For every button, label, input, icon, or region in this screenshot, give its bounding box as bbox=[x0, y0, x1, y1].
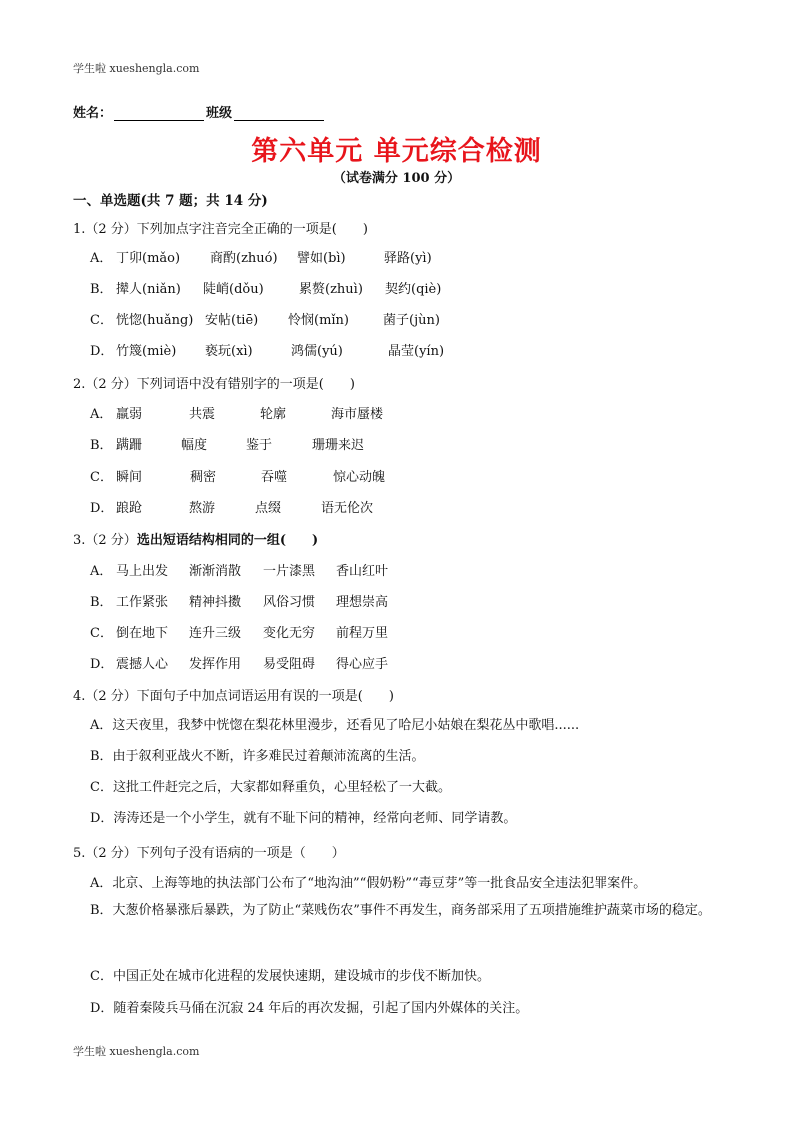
question-1-stem: 1.（2 分）下列加点字注音完全正确的一项是( ) bbox=[73, 222, 368, 237]
option-item: 瞬间 bbox=[116, 470, 143, 485]
option-item: 倒在地下 bbox=[116, 626, 169, 641]
option-item: 海市蜃楼 bbox=[331, 407, 384, 422]
option-label: C． bbox=[90, 313, 113, 328]
option-item: 安帖(tiē) bbox=[205, 313, 259, 328]
question-3-option-d bbox=[90, 653, 388, 672]
option-item: 吞噬 bbox=[261, 470, 288, 485]
option-item: 幅度 bbox=[181, 438, 208, 453]
option-label: A． bbox=[90, 564, 113, 579]
option-label: C． bbox=[90, 470, 113, 485]
class-label: 班级 bbox=[206, 106, 233, 121]
option-item: 踉跄 bbox=[116, 501, 143, 516]
option-label: C． bbox=[90, 626, 113, 641]
option-item: 蹒跚 bbox=[116, 438, 143, 453]
option-item: 珊珊来迟 bbox=[312, 438, 365, 453]
option-label: D． bbox=[90, 344, 114, 359]
question-4-option-b: B．由于叙利亚战火不断，许多难民过着颠沛流离的生活。 bbox=[90, 749, 425, 764]
question-2-option-b bbox=[90, 434, 364, 453]
option-item: 一片漆黑 bbox=[263, 564, 316, 579]
question-1-option-d bbox=[90, 340, 444, 359]
option-item: 香山红叶 bbox=[336, 564, 389, 579]
class-blank bbox=[234, 107, 324, 121]
option-item: 驿路(yì) bbox=[384, 251, 432, 266]
page-subtitle: （试卷满分 100 分） bbox=[332, 171, 461, 186]
question-number: 3.（2 分） bbox=[73, 533, 137, 548]
question-5-option-c: C．中国正处在城市化进程的发展快速期，建设城市的步伐不断加快。 bbox=[90, 969, 490, 984]
option-item: 点缀 bbox=[255, 501, 282, 516]
site-footer: 学生啦 xueshengla.com bbox=[73, 1045, 200, 1058]
option-item: 丁卯(mǎo) bbox=[116, 251, 181, 266]
option-item: 晶莹(yín) bbox=[388, 344, 445, 359]
option-item: 马上出发 bbox=[116, 564, 169, 579]
option-item: 风俗习惯 bbox=[263, 595, 316, 610]
option-item: 撵人(niǎn) bbox=[116, 282, 181, 297]
option-item: 菌子(jùn) bbox=[383, 313, 440, 328]
option-label: B． bbox=[90, 595, 113, 610]
option-item: 精神抖擞 bbox=[189, 595, 242, 610]
option-label: D． bbox=[90, 657, 114, 672]
option-item: 语无伦次 bbox=[321, 501, 374, 516]
question-2-option-a bbox=[90, 403, 383, 422]
question-5-option-a: A．北京、上海等地的执法部门公布了“地沟油”“假奶粉”“毒豆芽”等一批食品安全违法犯罪案件。 bbox=[90, 876, 647, 891]
name-class-row bbox=[73, 102, 326, 121]
option-item: 羸弱 bbox=[116, 407, 143, 422]
question-2-stem: 2.（2 分）下列词语中没有错别字的一项是( ) bbox=[73, 377, 355, 392]
option-item: 震撼人心 bbox=[116, 657, 169, 672]
option-label: A． bbox=[90, 251, 113, 266]
question-4-option-d: D．涛涛还是一个小学生，就有不耻下问的精神，经常向老师、同学请教。 bbox=[90, 811, 517, 826]
question-5-option-d: D．随着秦陵兵马俑在沉寂 24 年后的再次发掘，引起了国内外媒体的关注。 bbox=[90, 1001, 529, 1016]
option-label: A． bbox=[90, 407, 113, 422]
question-4-option-a: A．这天夜里，我梦中恍惚在梨花林里漫步，还看见了哈尼小姑娘在梨花丛中歌唱...... bbox=[90, 718, 580, 733]
question-1-option-c bbox=[90, 309, 440, 328]
question-1-option-a bbox=[90, 247, 432, 266]
question-4-stem: 4.（2 分）下面句子中加点词语运用有误的一项是( ) bbox=[73, 689, 394, 704]
question-3-stem bbox=[73, 529, 318, 548]
option-item: 商酌(zhuó) bbox=[210, 251, 278, 266]
option-label: D． bbox=[90, 501, 114, 516]
option-item: 鉴于 bbox=[246, 438, 273, 453]
question-4-option-c: C．这批工件赶完之后，大家都如释重负，心里轻松了一大截。 bbox=[90, 780, 451, 795]
question-3-option-a bbox=[90, 560, 388, 579]
option-item: 怜悯(mǐn) bbox=[288, 313, 350, 328]
question-2-option-d bbox=[90, 497, 373, 516]
option-item: 连升三级 bbox=[189, 626, 242, 641]
question-3-option-c bbox=[90, 622, 388, 641]
question-3-option-b bbox=[90, 591, 388, 610]
option-item: 易受阻碍 bbox=[263, 657, 316, 672]
question-2-option-c bbox=[90, 466, 385, 485]
option-label: B． bbox=[90, 282, 113, 297]
question-5-option-b: B．大葱价格暴涨后暴跌，为了防止“菜贱伤农”事件不再发生，商务部采用了五项措施维护蔬菜市场的稳定。 bbox=[90, 903, 711, 918]
option-item: 陡峭(dǒu) bbox=[203, 282, 264, 297]
option-item: 稠密 bbox=[190, 470, 217, 485]
option-item: 惊心动魄 bbox=[333, 470, 386, 485]
site-header: 学生啦 xueshengla.com bbox=[73, 62, 200, 75]
option-item: 变化无穷 bbox=[263, 626, 316, 641]
page-title: 第六单元 单元综合检测 bbox=[251, 136, 542, 167]
option-item: 渐渐消散 bbox=[189, 564, 242, 579]
option-label: B． bbox=[90, 438, 113, 453]
option-item: 契约(qiè) bbox=[385, 282, 442, 297]
option-item: 发挥作用 bbox=[189, 657, 242, 672]
section-heading: 一、单选题(共 7 题；共 14 分) bbox=[73, 193, 268, 209]
option-item: 恍惚(huǎng) bbox=[116, 313, 194, 328]
option-item: 轮廓 bbox=[260, 407, 287, 422]
option-item: 熬游 bbox=[189, 501, 216, 516]
option-item: 竹篾(miè) bbox=[116, 344, 177, 359]
question-1-option-b bbox=[90, 278, 441, 297]
question-text: 选出短语结构相同的一组( ) bbox=[136, 533, 319, 548]
option-item: 累赘(zhuì) bbox=[299, 282, 363, 297]
question-5-stem: 5.（2 分）下列句子没有语病的一项是（ ） bbox=[73, 846, 345, 861]
option-item: 前程万里 bbox=[336, 626, 389, 641]
name-label: 姓名： bbox=[73, 106, 113, 121]
option-item: 譬如(bì) bbox=[297, 251, 346, 266]
option-item: 工作紧张 bbox=[116, 595, 169, 610]
name-blank bbox=[114, 107, 204, 121]
option-item: 亵玩(xì) bbox=[205, 344, 253, 359]
option-item: 理想崇高 bbox=[336, 595, 389, 610]
option-item: 鸿儒(yú) bbox=[291, 344, 343, 359]
option-item: 共震 bbox=[189, 407, 216, 422]
option-item: 得心应手 bbox=[336, 657, 389, 672]
